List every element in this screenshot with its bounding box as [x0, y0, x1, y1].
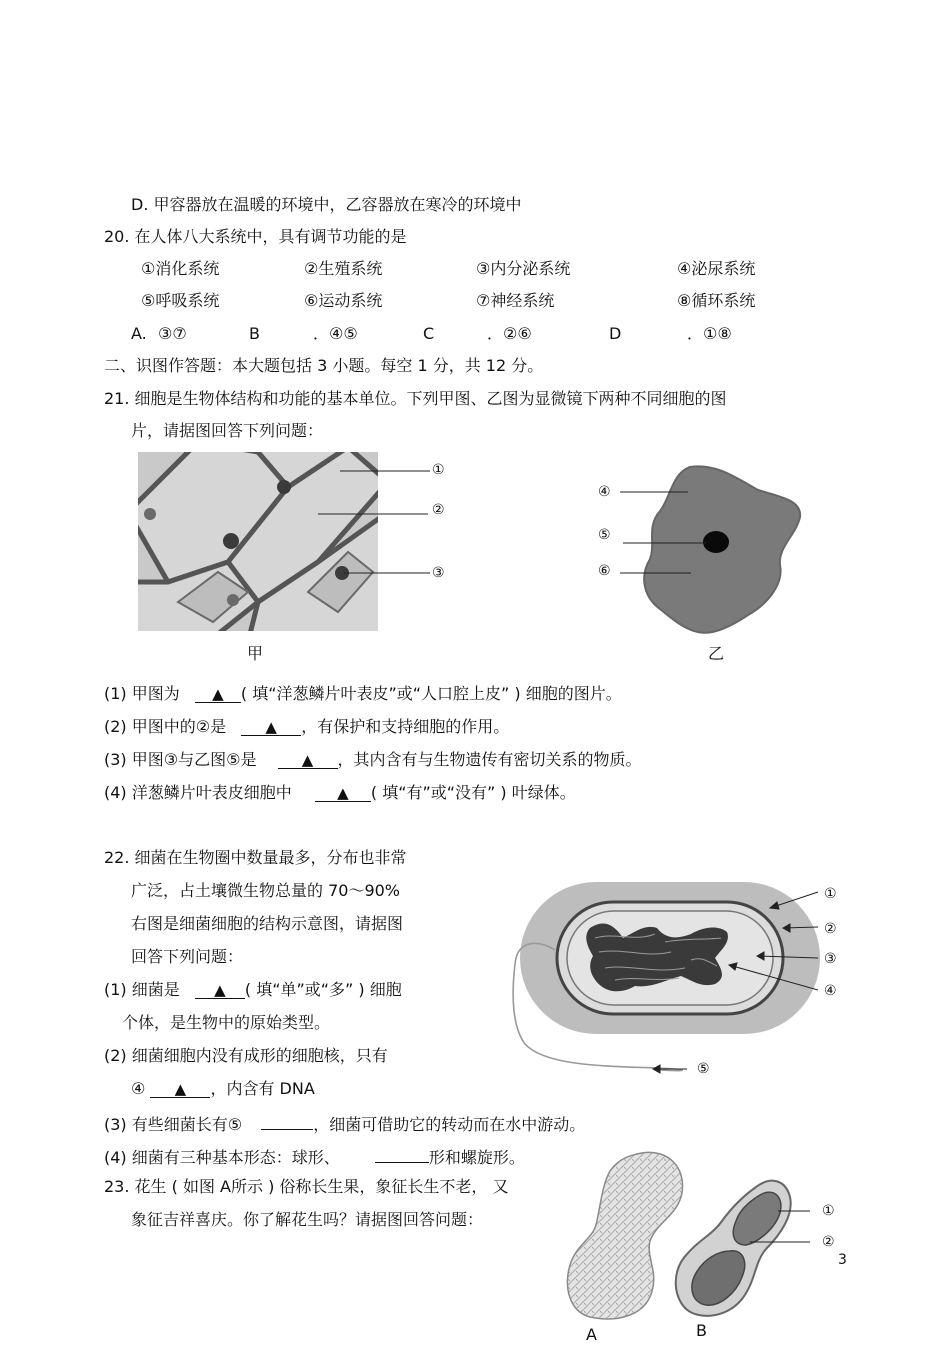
q22-line3: 右图是细菌细胞的结构示意图，请据图	[131, 914, 404, 933]
onion-mark-1: ①	[432, 462, 445, 478]
onion-mark-2: ②	[432, 502, 445, 518]
q21-stem-line1: 21. 细胞是生物体结构和功能的基本单位。下列甲图、乙图为显微镜下两种不同细胞的图	[104, 389, 727, 408]
q20-option-a-letter: A.	[131, 324, 147, 343]
bacterium-mark-1: ①	[824, 886, 837, 902]
q20-item: ⑧循环系统	[677, 291, 756, 310]
q21-p2-text: (2) 甲图中的②是	[104, 717, 227, 736]
q22-line1: 22. 细菌在生物圈中数量最多，分布也非常	[104, 848, 407, 867]
q22-p2-cont	[131, 1079, 315, 1099]
cheek-mark-5: ⑤	[598, 527, 611, 543]
peanut-mark-2: ②	[822, 1234, 835, 1250]
q20-item: ①消化系统	[141, 259, 220, 278]
q20-item: ⑤呼吸系统	[141, 291, 220, 310]
blank-marker: ▲	[265, 718, 277, 736]
bacterium-mark-3: ③	[824, 951, 837, 967]
cheek-cell-figure	[590, 455, 820, 645]
q21-p3	[104, 750, 642, 770]
answer-blank[interactable]	[195, 980, 245, 999]
answer-blank[interactable]	[261, 1111, 313, 1130]
q20-item: ⑦神经系统	[476, 291, 555, 310]
q21-p1-text: (1) 甲图为	[104, 684, 180, 703]
q20-option-a-value: ③⑦	[158, 324, 187, 343]
q21-p4-text: (4) 洋葱鳞片叶表皮细胞中	[104, 783, 292, 802]
q21-p2	[104, 717, 509, 737]
q21-p2-text-2: ，有保护和支持细胞的作用。	[301, 717, 510, 736]
q22-line2: 广泛，占土壤微生物总量的 70～90%	[131, 881, 401, 900]
q20-item: ⑥运动系统	[304, 291, 383, 310]
q21-p3-text-2: ，其内含有与生物遗传有密切关系的物质。	[337, 750, 642, 769]
peanut-figure	[560, 1145, 810, 1325]
q20-item: ③内分泌系统	[476, 259, 571, 278]
blank-marker: ▲	[337, 784, 349, 802]
section-2-heading: 二、识图作答题：本大题包括 3 小题。每空 1 分，共 12 分。	[104, 356, 544, 375]
fig-jia-caption: 甲	[247, 644, 264, 663]
bacterium-diagram	[495, 868, 835, 1088]
answer-blank[interactable]	[315, 783, 371, 802]
bacterium-mark-5: ⑤	[697, 1061, 710, 1077]
q22-p2-mark: ④	[131, 1079, 146, 1098]
q22-p3-text: (3) 有些细菌长有⑤	[104, 1115, 243, 1134]
q21-p1	[104, 684, 622, 704]
q22-p1	[104, 980, 402, 1000]
cheek-mark-6: ⑥	[598, 563, 611, 579]
q22-p1-text-2: ( 填“单”或“多” ) 细胞	[244, 980, 402, 999]
q22-p2: (2) 细菌细胞内没有成形的细胞核，只有	[104, 1046, 388, 1065]
onion-mark-3: ③	[432, 565, 445, 581]
answer-blank[interactable]	[241, 717, 301, 736]
q21-stem-line2: 片，请据图回答下列问题：	[131, 421, 324, 440]
bacterium-mark-2: ②	[824, 921, 837, 937]
q22-p4-text-2: 形和螺旋形。	[428, 1148, 525, 1167]
q20-stem: 20. 在人体八大系统中，具有调节功能的是	[104, 227, 407, 246]
q21-p4	[104, 783, 576, 803]
q20-item: ④泌尿系统	[677, 259, 756, 278]
q20-option-b-letter: B	[249, 324, 260, 343]
q20-option-b-value: ．④⑤	[313, 324, 358, 343]
q20-option-c-letter: C	[423, 324, 435, 343]
q20-item: ②生殖系统	[304, 259, 383, 278]
peanut-label-a: A	[586, 1325, 597, 1344]
blank-marker: ▲	[174, 1080, 187, 1098]
blank-marker: ▲	[212, 685, 224, 703]
q21-p3-text: (3) 甲图③与乙图⑤是	[104, 750, 257, 769]
onion-cell-leaders	[300, 455, 440, 585]
bacterium-mark-4: ④	[824, 983, 837, 999]
answer-blank[interactable]	[375, 1144, 429, 1163]
q23-line2: 象征吉祥喜庆。你了解花生吗？请据图回答问题：	[131, 1210, 484, 1229]
page-number: 3	[838, 1252, 847, 1268]
q22-p4-text: (4) 细菌有三种基本形态：球形、	[104, 1148, 340, 1167]
peanut-mark-1: ①	[822, 1203, 835, 1219]
q20-option-d-letter: D	[609, 324, 622, 343]
q23-line1: 23. 花生 ( 如图 A所示 ) 俗称长生果，象征长生不老， 又	[104, 1177, 509, 1196]
fig-yi-caption: 乙	[708, 644, 725, 663]
q22-p4	[104, 1144, 525, 1168]
answer-blank[interactable]	[278, 750, 338, 769]
cheek-mark-4: ④	[598, 484, 611, 500]
q21-p1-text-2: ( 填“洋葱鳞片叶表皮”或“人口腔上皮” ) 细胞的图片。	[240, 684, 622, 703]
blank-marker: ▲	[301, 751, 314, 769]
q19-option-d: D. 甲容器放在温暖的环境中，乙容器放在寒冷的环境中	[131, 195, 522, 214]
q20-option-d-value: ．①⑧	[687, 324, 732, 343]
q22-p3	[104, 1111, 585, 1135]
q22-p1-cont: 个体，是生物中的原始类型。	[122, 1013, 331, 1032]
blank-marker: ▲	[214, 981, 226, 999]
peanut-label-b: B	[696, 1321, 707, 1340]
q22-p3-text-2: ，细菌可借助它的转动而在水中游动。	[313, 1115, 586, 1134]
q22-line4: 回答下列问题：	[131, 947, 244, 966]
q22-p1-text: (1) 细菌是	[104, 980, 180, 999]
q22-p2-text-2: ，内含有 DNA	[210, 1079, 315, 1098]
q21-p4-text-2: ( 填“有”或“没有” ) 叶绿体。	[370, 783, 576, 802]
q20-option-c-value: ．②⑥	[487, 324, 532, 343]
answer-blank[interactable]	[150, 1079, 210, 1098]
answer-blank[interactable]	[195, 684, 241, 703]
